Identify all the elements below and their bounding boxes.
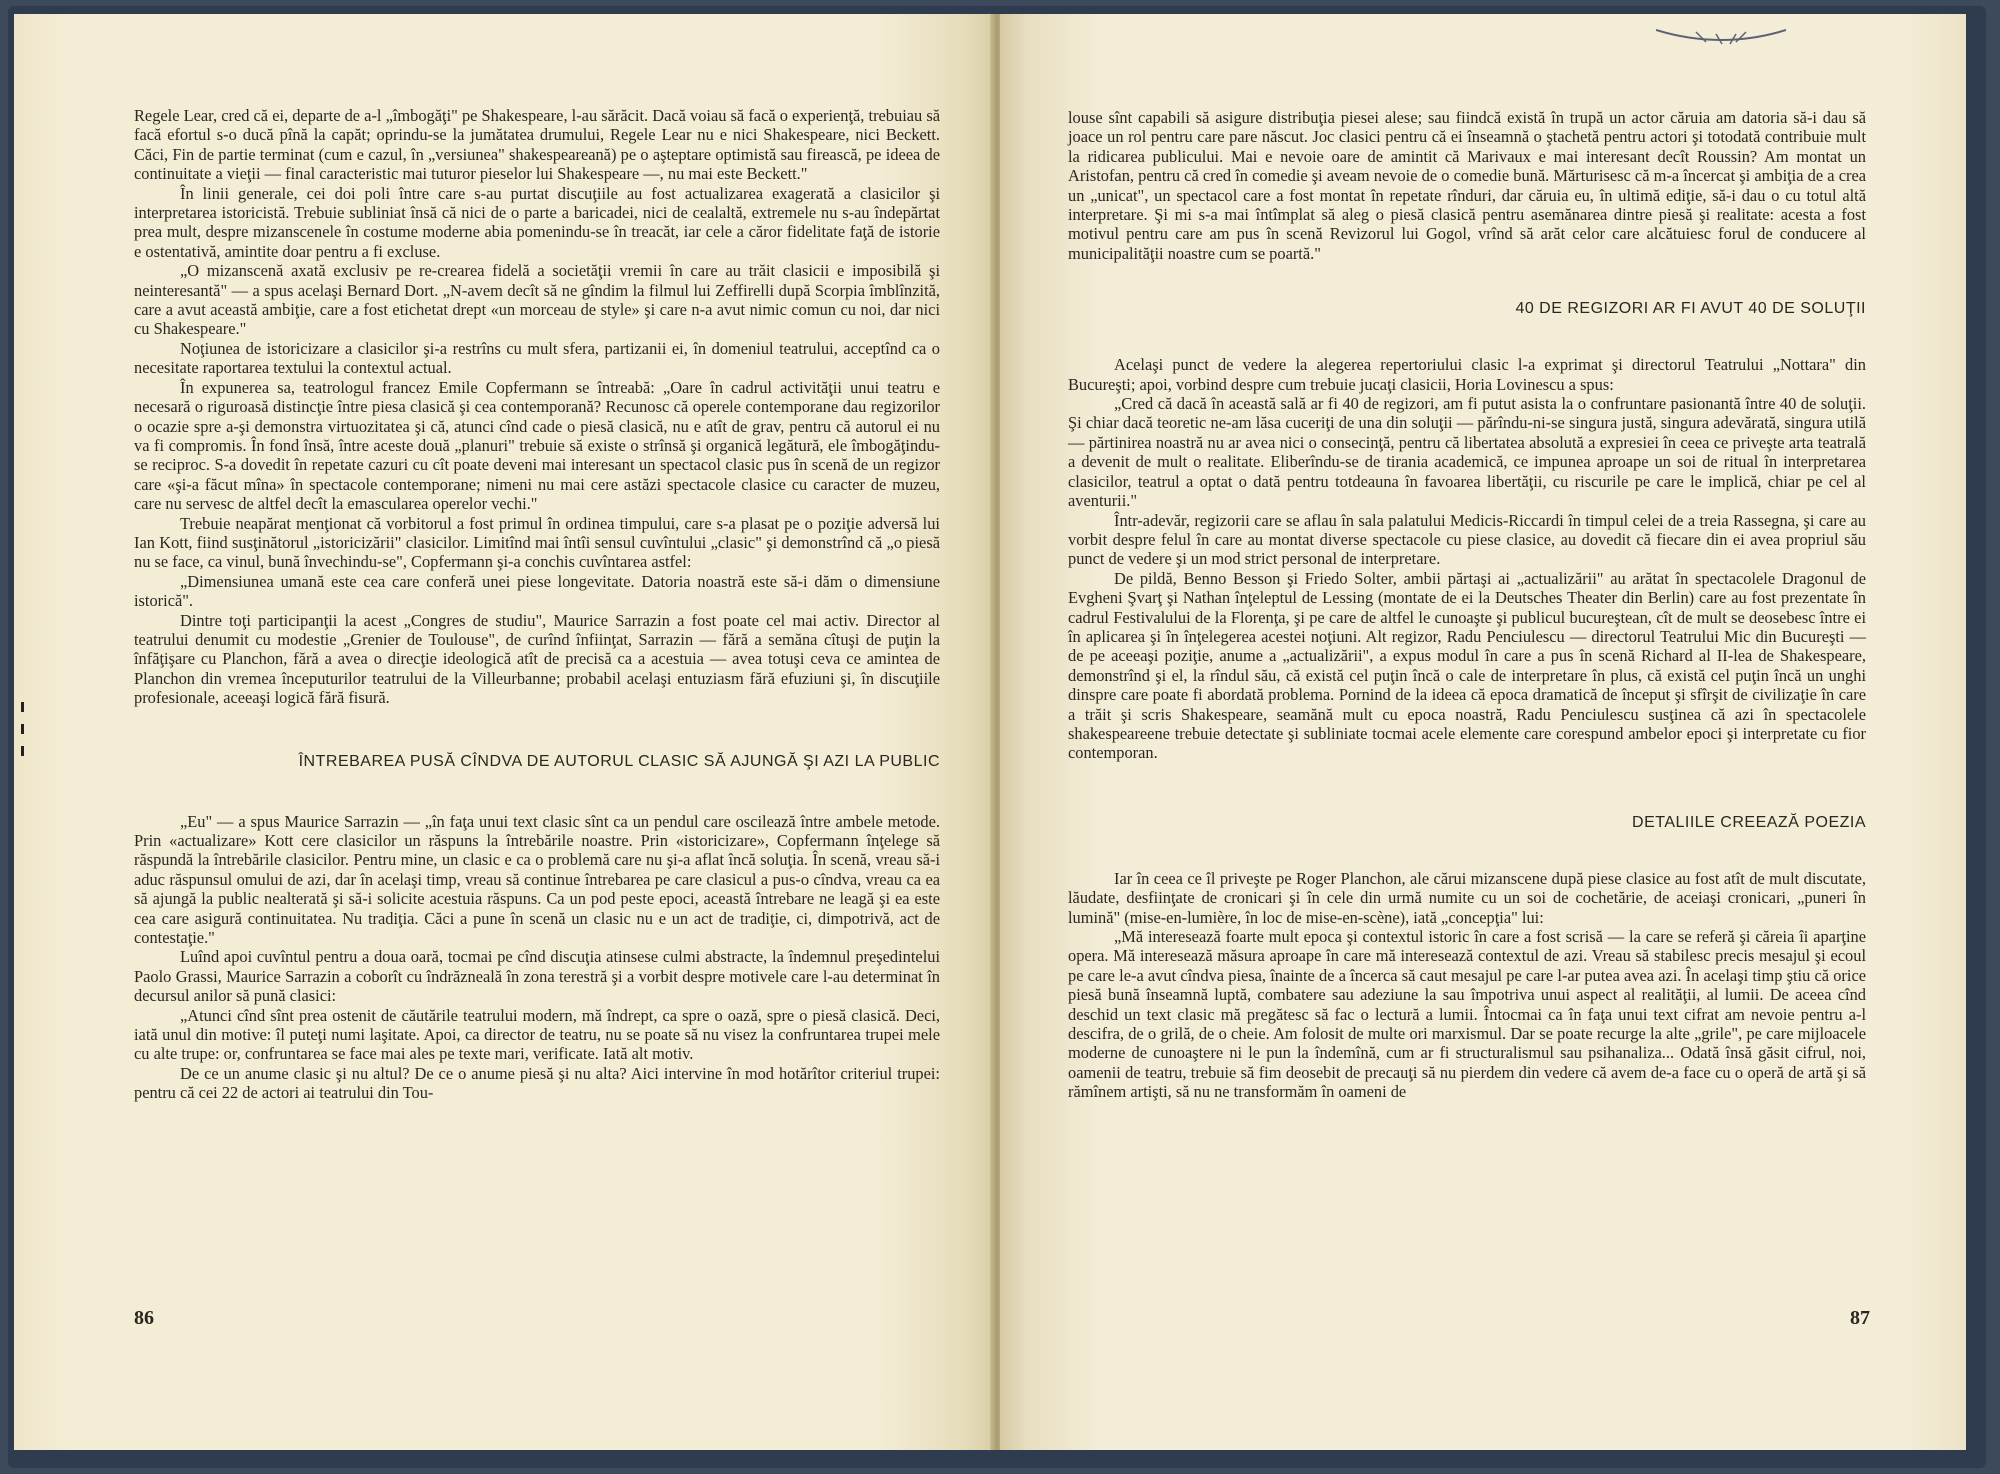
ornament-decoration bbox=[1656, 28, 1786, 46]
paragraph: Regele Lear, cred că ei, departe de a-l „îmbogăţi" pe Shakespeare, l-au sărăcit. Dacă voiau să facă o experienţă, trebuiau să facă efortul s-o ducă pînă la capăt; oprindu-se la jumătatea drumului, Regele Lear nu e nici Shakespeare, nici Beckett. Căci, Fin de partie terminat (cum e cazul, în „versiunea" shakespeareană) pe o aşteptare optimistă sau firească, pe ideea de continuitate a vieţii — final caracteristic mai tuturor pieselor lui Shakespeare —, nu mai este Beckett." bbox=[134, 106, 940, 184]
paragraph: „Mă interesează foarte mult epoca şi contextul istoric în care a fost scrisă — la care se referă şi căreia îi aparţine opera. Mă interesează măsura aproape în care mă interesează contextul de azi. Vreau să stabilesc precis mesajul şi ecoul pe care le-a avut cîndva piesa, înainte de a încerca să caut mesajul pe care l-ar putea avea azi. În acelaşi timp ştiu că orice piesă bună înseamnă luptă, combatere sau adeziune la sau împotriva unui aspect al realităţii, al lumii. De aceea cînd deschid un text clasic mă pregătesc să fac o lectură a lumii. Întocmai ca în faţa unui text cifrat am nevoie pentru a-l descifra, de o grilă, de o cheie. Am folosit de multe ori marxismul. Dar se poate recurge la alte „grile", pe care mijloacele moderne de cunoaştere ni le pun la îndemînă, cum ar fi structuralismul sau psihanaliza... Odată însă găsit cifrul, noi, oamenii de teatru, trebuie să fim deosebit de precauţi să nu pierdem din vedere că avem de-a face cu o operă de artă şi să rămînem artişti, să nu ne transformăm în oameni de bbox=[1068, 927, 1866, 1102]
right-text-middle bbox=[1068, 355, 1866, 763]
paragraph: „Cred că dacă în această sală ar fi 40 de regizori, am fi putut asista la o confruntare pasionantă între 40 de soluţii. Şi chiar dacă teoretic ne-am lăsa cuceriţi de una din soluţii — părîndu-ni-se singura justă, singura adevărată, singura utilă — părtinirea noastră nu ar avea nici o consecinţă, pentru că libertatea absolută a expresiei în ceea ce priveşte arta teatrală a devenit de mult o realitate. Eliberîndu-se de tirania academică, ce impunea aproape un soi de ritual în interpretarea clasicilor, teatrul a optat o dată pentru totdeauna în favoarea libertăţii, cu riscurile pe care le implică, chiar pe cel al aventurii." bbox=[1068, 394, 1866, 511]
paragraph: Iar în ceea ce îl priveşte pe Roger Planchon, ale cărui mizanscene după piese clasice au fost atît de mult discutate, lăudate, desfiinţate de cronicari şi în cele din urmă numite cu un soi de cochetărie, de aceiaşi cronicari, „puneri în lumină" (mise-en-lumière, în loc de mise-en-scène), iată „concepţia" lui: bbox=[1068, 868, 1866, 927]
right-text-bottom bbox=[1068, 869, 1866, 1102]
paragraph: Acelaşi punct de vedere la alegerea repertoriului clasic l-a exprimat şi directorul Teatrului „Nottara" din Bucureşti; apoi, vorbind despre cum trebuie jucaţi clasicii, Horia Lovinescu a spus: bbox=[1068, 355, 1866, 394]
section-heading: 40 DE REGIZORI AR FI AVUT 40 DE SOLUŢII bbox=[1515, 300, 1866, 318]
paragraph: Într-adevăr, regizorii care se aflau în sala palatului Medicis-Riccardi în timpul celei de a treia Rassegna, şi care au vorbit despre felul în care au montat diverse spectacole cu piese clasice, au dovedit că fiecare din ei avea propriul său punct de vedere şi un mod strict personal de interpretare. bbox=[1068, 510, 1866, 569]
paragraph: louse sînt capabili să asigure distribuţia piesei alese; sau fiindcă există în trupă un actor căruia am datoria să-i dau să joace un rol pentru care pare născut. Joc clasici pentru că ei înseamnă o ştachetă pentru actori şi totodată contribuie mult la ridicarea publicului. Mai e nevoie oare de amintit că Marivaux e mai interesant decît Roussin? Am montat un Aristofan, pentru că cred în comedie şi aveam nevoie de o comedie bună. Mărturisesc că m-a încercat şi ambiţia de a crea un „unicat", un spectacol care a fost montat în repetate rînduri, dar căruia eu, în ultimă ediţie, să-i dau o cu totul altă interpretare. Şi mi s-a mai întîmplat să aleg o piesă clasică pentru asemănarea dintre piesă şi realitate: acesta a fost motivul pentru care am pus în scenă Revizorul lui Gogol, vrînd să arăt celor care alcătuiesc forul de conducere al municipalităţii noastre cum se poartă." bbox=[1068, 108, 1866, 263]
left-text-bottom bbox=[134, 812, 940, 1103]
section-heading: ÎNTREBAREA PUSĂ CÎNDVA DE AUTORUL CLASIC SĂ AJUNGĂ ŞI AZI LA PUBLIC bbox=[298, 752, 940, 770]
paragraph: „Dimensiunea umană este cea care conferă unei piese longevitate. Datoria noastră este să-i dăm o dimensiune istorică". bbox=[134, 571, 940, 611]
page-number: 86 bbox=[134, 1307, 154, 1329]
section-heading: DETALIILE CREEAZĂ POEZIA bbox=[1632, 813, 1866, 831]
paragraph: De ce un anume clasic şi nu altul? De ce o anume piesă şi nu alta? Aici intervine în mod hotărîtor criteriul trupei: pentru că cei 22 de actori ai teatrului din Tou- bbox=[134, 1063, 940, 1103]
paragraph: Noţiunea de istoricizare a clasicilor şi-a restrîns cu mult sfera, partizanii ei, în domeniul teatrului, acceptînd ca o necesitate raportarea textului la contextul actual. bbox=[134, 338, 940, 378]
left-text-top bbox=[134, 106, 940, 708]
paragraph: Trebuie neapărat menţionat că vorbitorul a fost primul în ordinea timpului, care s-a plasat pe o poziţie adversă lui Ian Kott, fiind susţinătorul „istoricizării" clasicilor. Limitînd mai întîi sensul cuvîntului „clasic" şi demonstrînd că „o piesă nu se face, ca vinul, bună învechindu-se", Copfermann şi-a conchis cuvîntarea astfel: bbox=[134, 513, 940, 572]
page-number: 87 bbox=[1850, 1307, 1870, 1329]
paragraph: Dintre toţi participanţii la acest „Congres de studiu", Maurice Sarrazin a fost poate cel mai activ. Director al teatrului denumit cu modestie „Grenier de Toulouse", de curînd înfiinţat, Sarrazin — fără a semăna cîtuşi de puţin la înfăţişare cu Planchon, fără a avea o direcţie ideologică atît de precisă ca a acestuia — avea totuşi ceva ce aminteа de Planchon din vremea începuturilor teatrului de la Villeurbanne; probabil acelaşi entuziasm fără efuziuni şi, în discuţiile profesionale, aceeaşi logică fără fisură. bbox=[134, 610, 940, 708]
paragraph: „Atunci cînd sînt prea ostenit de căutările teatrului modern, mă îndrept, ca spre o oază, spre o piesă clasică. Deci, iată unul din motive: îl puteţi numi laşitate. Apoi, ca director de teatru, nu se poate să nu visez la confruntarea trupei mele cu alte trupe: or, confruntarea se face mai ales pe texte mari, verificate. Iată alt motiv. bbox=[134, 1005, 940, 1064]
paragraph: Luînd apoi cuvîntul pentru a doua oară, tocmai pe cînd discuţia atinsese culmi abstracte, la îndemnul preşedintelui Paolo Grassi, Maurice Sarrazin a coborît cu îndrăzneală în zona terestră şi a vorbit despre motivele care l-au determinat în decursul anilor să pună clasici: bbox=[134, 947, 940, 1006]
paragraph: În linii generale, cei doi poli între care s-au purtat discuţiile au fost actualizarea exagerată a clasicilor şi interpretarea istoricistă. Trebuie subliniat însă că nici de o parte a baricadei, nici de cealaltă, extremele nu s-au îndepărtat prea mult, despre mizanscenele în costume moderne abia pomenindu-se în treacăt, iar cele a căror fidelitate faţă de istorie e ostentativă, amintite doar pentru a fi excluse. bbox=[134, 183, 940, 261]
paragraph: În expunerea sa, teatrologul francez Emile Copfermann se întreabă: „Oare în cadrul activităţii unui teatru e necesară o riguroasă distincţie între piesa clasică şi cea contemporană? Recunosc că operele contemporane dau regizorilor o ocazie spre a-şi demonstra virtuozitatea şi că, atunci cînd cade o piesă clasică, nu e atît de grav, pentru că autorul ei nu va fi compromis. În fond însă, între aceste două „planuri" trebuie să existe o strînsă şi organică legătură, ele îmbogăţindu-se reciproc. S-a dovedit în repetate cazuri cu cît poate deveni mai interesant un spectacol clasic pus în scenă de un regizor care «şi-a făcut mîna» în spectacole contemporane; nimeni nu mai cere astăzi spectacole clasice cu caracter de muzeu, care nu servesc de altfel decît la emascularea operelor vechi." bbox=[134, 377, 940, 514]
right-text-top bbox=[1068, 108, 1866, 263]
left-page bbox=[14, 14, 994, 1450]
right-page bbox=[1000, 14, 1966, 1450]
paragraph: „O mizanscenă axată exclusiv pe re-crearea fidelă a societăţii vremii în care au trăit clasicii e imposibilă şi neinteresantă" — a spus acelaşi Bernard Dort. „N-avem decît să ne gîndim la filmul lui Zeffirelli după Scorpia îmblînzită, care a avut această ambiţie, care a fost etichetat drept «un morceau de style» şi care n-a avut nimic comun cu noi, dar nici cu Shakespeare." bbox=[134, 261, 940, 339]
paragraph: „Eu" — a spus Maurice Sarrazin — „în faţa unui text clasic sînt ca un pendul care oscilează între ambele metode. Prin «actualizare» Kott cere clasicilor un răspuns la întrebările noastre. Prin «istoricizare», Copfermann înţelege să răspundă la întrebările clasicilor. Pentru mine, un clasic e ca o problemă care nu şi-a aflat încă soluţia. În scenă, vreau să-i aduc răspunsul omului de azi, dar în acelaşi timp, vreau să continue întrebarea pe care clasicul a pus-o cîndva, vreau ca ea să ajungă la public nealterată şi să-i solicite acestuia răspuns. Ca un pod peste epoci, această întrebare ne leagă şi ea este cea care asigură continuitatea. Nu tradiţia. Căci a pune în scenă un clasic nu e un act de tradiţie, ci, dimpotrivă, act de contestaţie." bbox=[134, 811, 940, 948]
paragraph: De pildă, Benno Besson şi Friedo Solter, ambii părtaşi ai „actualizării" au arătat în spectacolele Dragonul de Evgheni Şvarţ şi Nathan înţeleptul de Lessing (montate de ei la Deutsches Theater din Berlin) care au fost prezentate în cadrul Festivalului de la Florenţa, şi pe care de altfel le cunoaşte şi publicul bucureştean, cît de mult se deosebesc între ei în aplicarea şi în înţelegerea acestei noţiuni. Alt regizor, Radu Penciulescu — directorul Teatrului Mic din Bucureşti — de pe aceeaşi poziţie, anume a „actualizării", a expus modul în care a pus în scenă Richard al II-lea de Shakespeare, demonstrînd şi el, la rîndul său, că există cel puţin încă o cale de interpretare în plus, că există cel puţin încă un unghi dinspre care poate fi abordată problema. Pornind de la ideea că epoca dramatică de început şi sfîrşit de civilizaţie în care a trăit şi scris Shakespeare, seamănă mult cu epoca noastră, Radu Penciulescu susţinea că azi în spectacolele shakespeareene trebuie detectate şi subliniate tocmai acele elemente care corespund ambelor epoci şi interpretate cu fior contemporan. bbox=[1068, 568, 1866, 763]
edge-marks-decoration bbox=[20, 702, 26, 762]
